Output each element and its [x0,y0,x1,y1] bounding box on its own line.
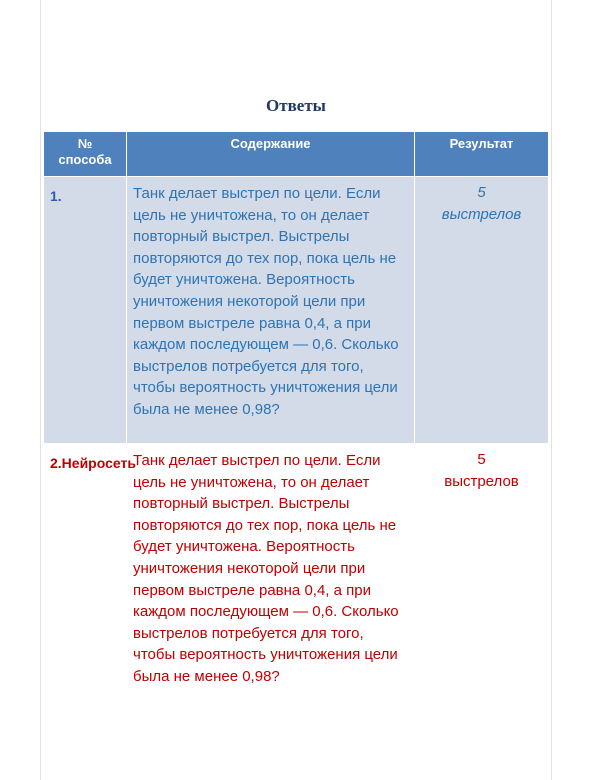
page-title: Ответы [266,96,326,115]
row-method-number: 2.Нейросеть [44,444,127,714]
row-result-unit: выстрелов [444,473,519,490]
row-result [415,444,549,714]
table-row [44,177,549,444]
table-header-row [44,132,549,177]
header-method-number-line2: способа [58,152,112,167]
header-content: Содержание [127,132,415,177]
table-row [44,444,549,714]
row-result-value: 5 [477,184,486,201]
row-content: Танк делает выстрел по цели. Если цель не уничтожена, то он делает повторный выстрел. Выстрелы повторяются до тех пор, пока цель не будет уничтожена. Вероятность уничтожения некоторой цели при первом выстреле равна 0,4, а при каждом последующем — 0,6. Сколько выстрелов потребуется для того, чтобы вероятность уничтожения цели была не менее 0,98? [127,444,415,714]
header-result: Результат [415,132,549,177]
row-result [415,177,549,444]
row-method-number: 1. [44,177,127,444]
header-method-number [44,132,127,177]
document-page [40,0,552,780]
row-result-unit: выстрелов [441,206,522,223]
answers-table [43,131,549,714]
row-result-value: 5 [477,451,486,468]
header-method-number-line1: № [77,136,93,151]
row-content: Танк делает выстрел по цели. Если цель не уничтожена, то он делает повторный выстрел. Выстрелы повторяются до тех пор, пока цель не будет уничтожена. Вероятность уничтожения некоторой цели при первом выстреле равна 0,4, а при каждом последующем — 0,6. Сколько выстрелов потребуется для того, чтобы вероятность уничтожения цели была не менее 0,98? [127,177,415,444]
